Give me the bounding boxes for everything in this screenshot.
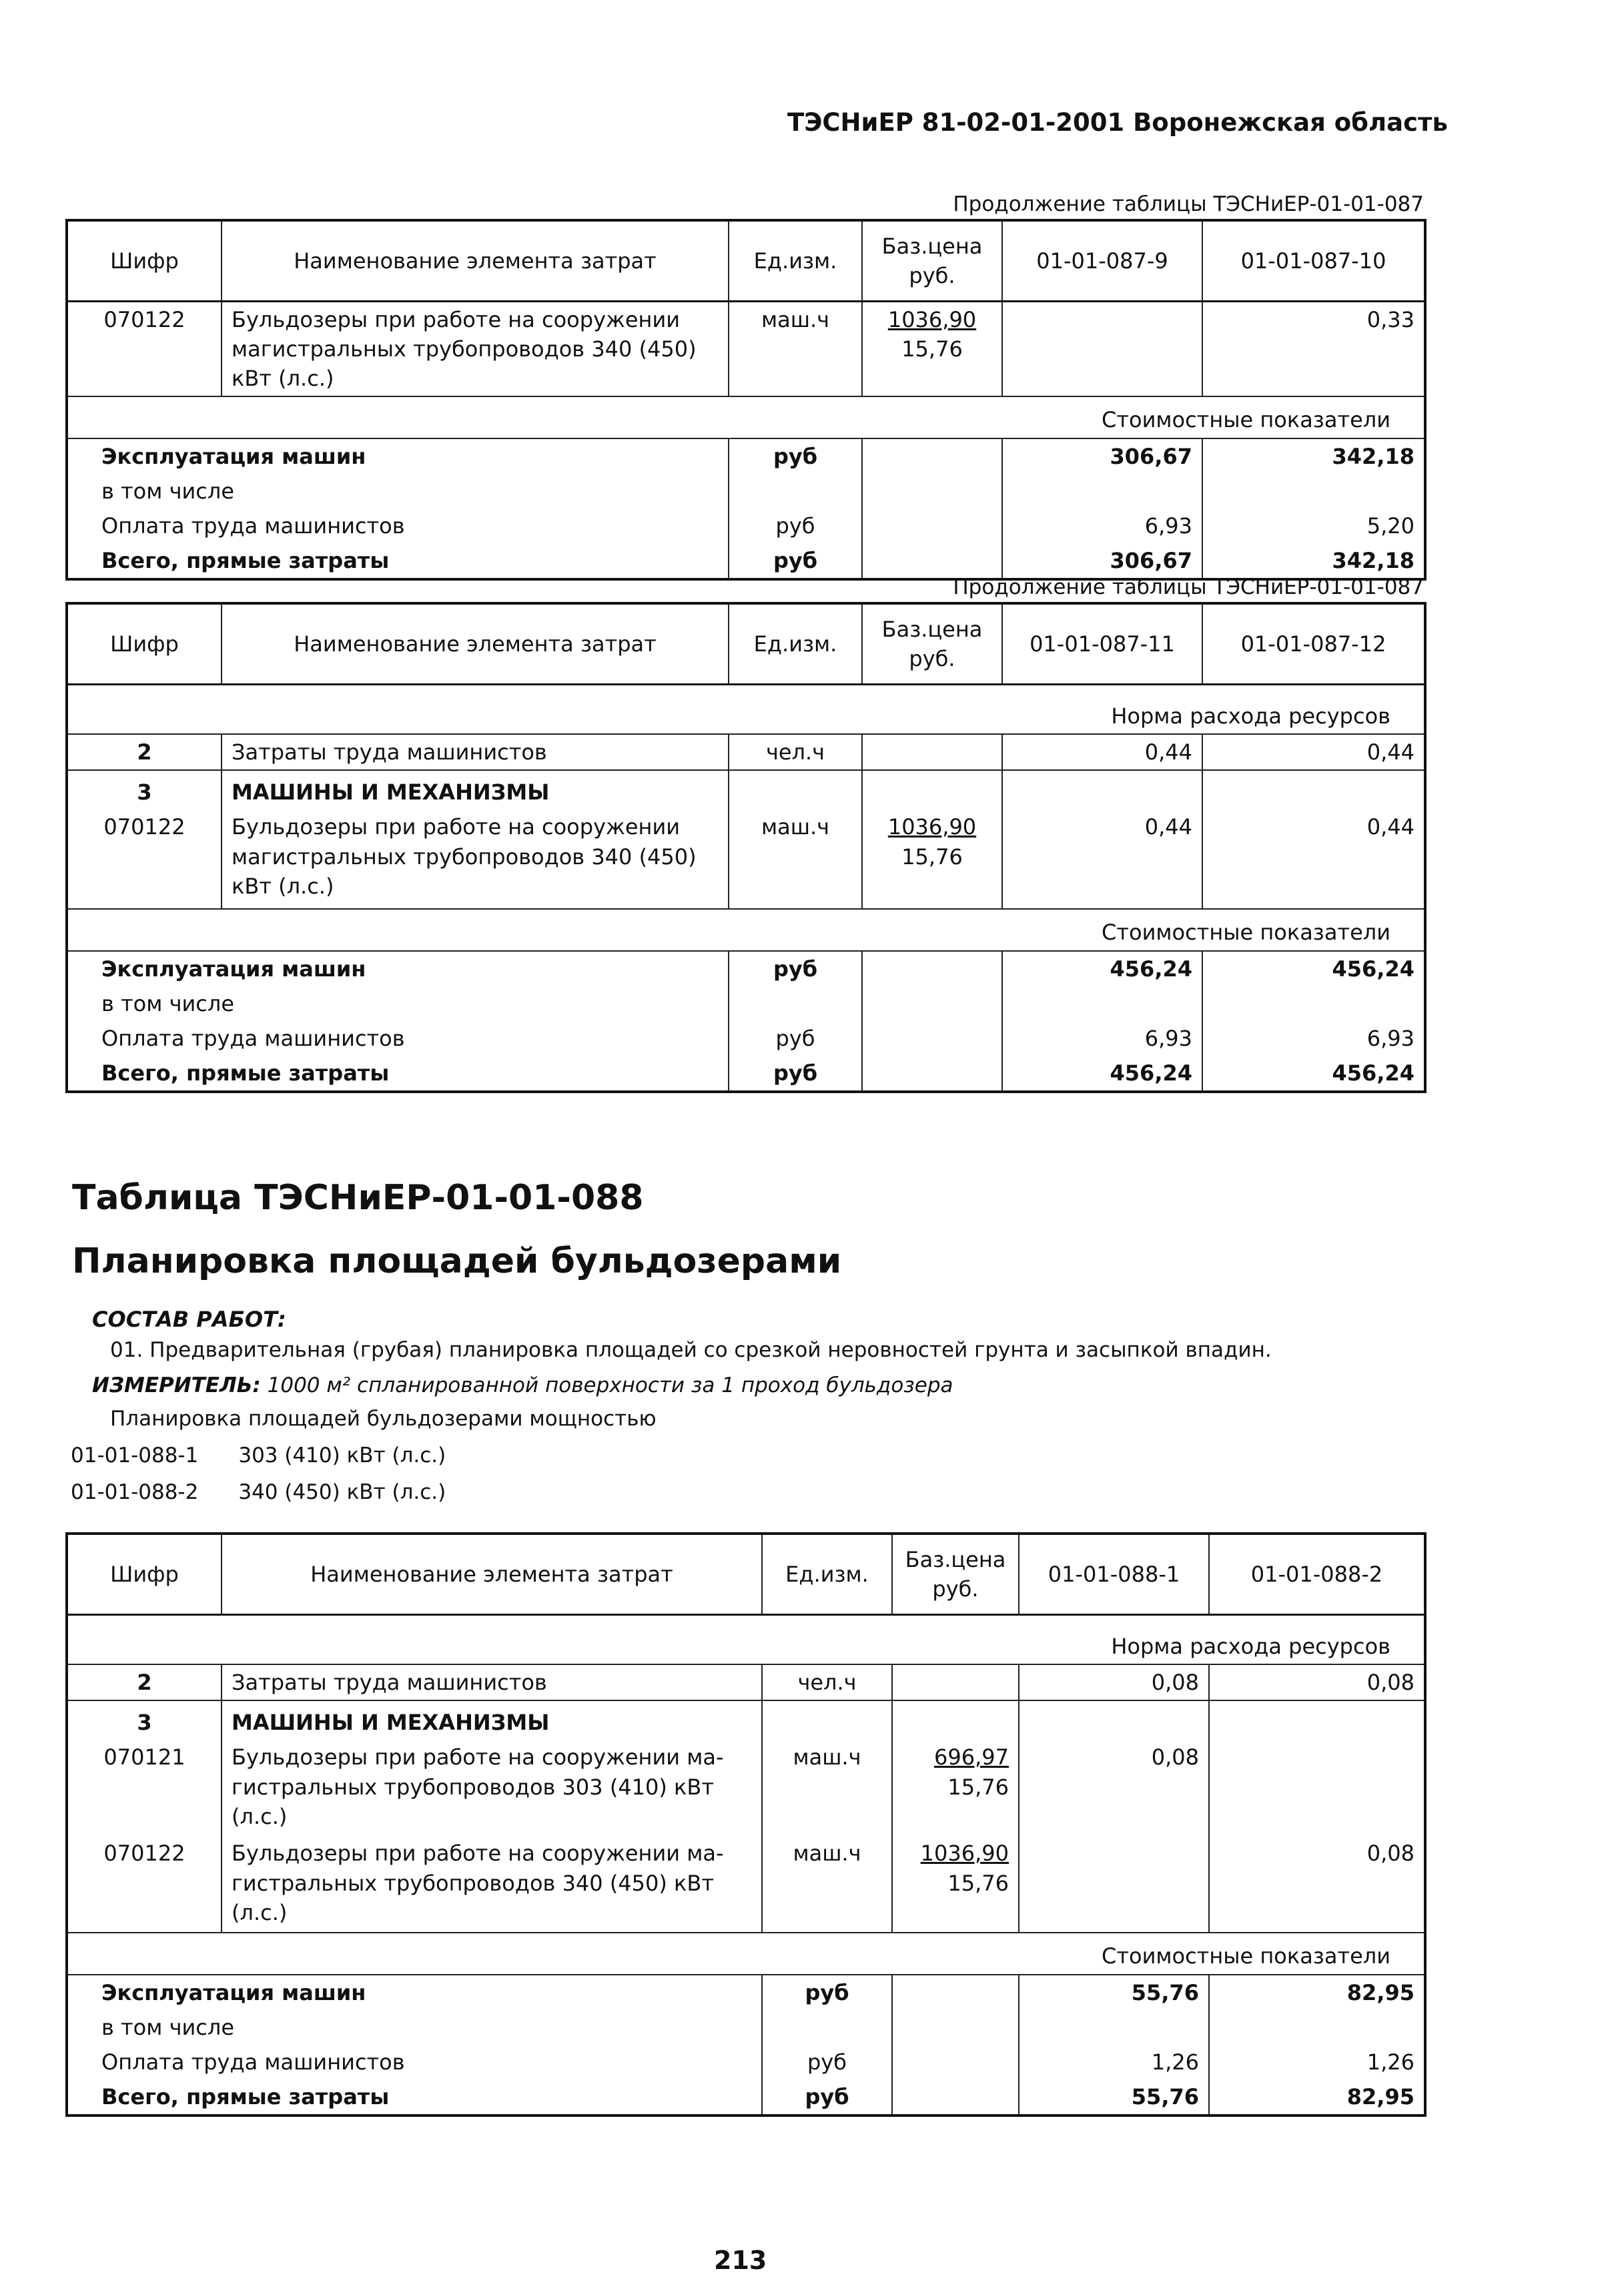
total-value-b: 342,18 xyxy=(1202,543,1425,579)
col-name-header: Наименование элемента затрат xyxy=(222,1534,762,1615)
price-value: 1036,90 xyxy=(920,1841,1009,1867)
table-row xyxy=(67,951,1425,986)
col-b-header: 01-01-088-2 xyxy=(1209,1534,1425,1615)
incl-label: в том числе xyxy=(67,986,729,1021)
price-value: 1036,90 xyxy=(887,307,977,332)
row-value-a: 0,08 xyxy=(1019,1740,1209,1836)
table-row xyxy=(67,770,1425,809)
expl-value-b: 342,18 xyxy=(1202,438,1425,474)
table3-header-row xyxy=(67,1534,1425,1615)
table-subtitle: Планировка площадей бульдозерами xyxy=(72,1241,842,1281)
cost-band-label: Стоимостные показатели xyxy=(67,909,1425,950)
expl-unit: руб xyxy=(729,951,862,986)
price-salary: 15,76 xyxy=(901,844,963,870)
col-a-header: 01-01-087-11 xyxy=(1002,603,1202,685)
table1 xyxy=(65,219,1427,581)
row-number: 2 xyxy=(67,1664,222,1700)
total-value-a: 456,24 xyxy=(1002,1056,1202,1092)
total-value-a: 55,76 xyxy=(1019,2079,1209,2115)
cost-band-label: Стоимостные показатели xyxy=(67,396,1425,438)
expl-value-a: 306,67 xyxy=(1002,438,1202,474)
row-code: 070122 xyxy=(67,302,222,397)
pay-label: Оплата труда машинистов xyxy=(67,2045,762,2079)
incl-label: в том числе xyxy=(67,2010,762,2045)
table-row xyxy=(67,509,1425,543)
col-code-header: Шифр xyxy=(67,603,222,685)
page-number: 213 xyxy=(714,2246,767,2275)
row-unit: чел.ч xyxy=(729,734,862,770)
expl-unit: руб xyxy=(762,1975,892,2010)
table1-header-row xyxy=(67,220,1425,302)
pay-label: Оплата труда машинистов xyxy=(67,509,729,543)
price-salary: 15,76 xyxy=(947,1774,1009,1800)
incl-label: в том числе xyxy=(67,474,729,509)
expl-value-a: 456,24 xyxy=(1002,951,1202,986)
row-price xyxy=(862,809,1002,909)
row-name: Бульдозеры при работе на сооружении магистральных трубопроводов 340 (450) кВт (л.с.) xyxy=(222,302,729,397)
row-price xyxy=(892,1836,1019,1933)
table-row xyxy=(67,474,1425,509)
row-value-b: 0,33 xyxy=(1202,302,1425,397)
col-price-header: Баз.цена руб. xyxy=(892,1534,1019,1615)
row-unit: маш.ч xyxy=(729,302,862,397)
row-value-a: 0,44 xyxy=(1002,734,1202,770)
total-label: Всего, прямые затраты xyxy=(67,1056,729,1092)
table-row xyxy=(67,438,1425,474)
expl-price xyxy=(862,438,1002,474)
row-value-b: 0,44 xyxy=(1202,809,1425,909)
pay-label: Оплата труда машинистов xyxy=(67,1021,729,1056)
col-b-header: 01-01-087-10 xyxy=(1202,220,1425,302)
table-row xyxy=(67,2079,1425,2115)
total-label: Всего, прямые затраты xyxy=(67,2079,762,2115)
table-row xyxy=(67,809,1425,909)
table-row xyxy=(67,1700,1425,1740)
expl-label: Эксплуатация машин xyxy=(67,1975,762,2010)
expl-label: Эксплуатация машин xyxy=(67,951,729,986)
row-name: Бульдозеры при работе на сооружении магистральных трубопроводов 340 (450) кВт (л.с.) xyxy=(222,809,729,909)
pay-value-a: 6,93 xyxy=(1002,1021,1202,1056)
table-row xyxy=(67,1056,1425,1092)
norma-band xyxy=(67,1615,1425,1665)
pay-value-b: 5,20 xyxy=(1202,509,1425,543)
col-unit-header: Ед.изм. xyxy=(762,1534,892,1615)
table-row xyxy=(67,543,1425,579)
price-value: 1036,90 xyxy=(887,814,977,840)
sostav-label: СОСТАВ РАБОТ: xyxy=(92,1307,286,1332)
col-name-header: Наименование элемента затрат xyxy=(222,220,729,302)
row-unit: чел.ч xyxy=(762,1664,892,1700)
col-code-header: Шифр xyxy=(67,1534,222,1615)
row-unit: маш.ч xyxy=(762,1740,892,1836)
table2 xyxy=(65,602,1427,1093)
row-unit: маш.ч xyxy=(729,809,862,909)
row-code: 070121 xyxy=(67,1740,222,1836)
table-row xyxy=(67,2045,1425,2079)
pay-value-a: 6,93 xyxy=(1002,509,1202,543)
price-salary: 15,76 xyxy=(947,1870,1009,1896)
table-row xyxy=(67,1740,1425,1836)
table3 xyxy=(65,1532,1427,2117)
izmer-label: ИЗМЕРИТЕЛЬ: xyxy=(92,1373,261,1397)
row-code: 070122 xyxy=(67,809,222,909)
row-number: 3 xyxy=(67,1700,222,1740)
page-header: ТЭСНиЕР 81-02-01-2001 Воронежская область xyxy=(787,108,1448,137)
norma-band-label: Норма расхода ресурсов xyxy=(67,685,1425,735)
row-name: Затраты труда машинистов xyxy=(222,1664,762,1700)
expl-unit: руб xyxy=(729,438,862,474)
pay-unit: руб xyxy=(729,509,862,543)
col-price-header: Баз.цена руб. xyxy=(862,603,1002,685)
expl-label: Эксплуатация машин xyxy=(67,438,729,474)
norma-band xyxy=(67,685,1425,735)
price-value: 696,97 xyxy=(934,1744,1009,1770)
table-title: Таблица ТЭСНиЕР-01-01-088 xyxy=(72,1178,644,1218)
row-value-b: 0,08 xyxy=(1209,1664,1425,1700)
row-name: Бульдозеры при работе на сооружении ма-гистральных трубопроводов 340 (450) кВт (л.с.) xyxy=(222,1836,762,1933)
col-unit-header: Ед.изм. xyxy=(729,603,862,685)
code-item-code: 01-01-088-1 xyxy=(71,1443,199,1467)
total-label: Всего, прямые затраты xyxy=(67,543,729,579)
total-value-b: 82,95 xyxy=(1209,2079,1425,2115)
row-value-b: 0,44 xyxy=(1202,734,1425,770)
total-unit: руб xyxy=(729,1056,862,1092)
sostav-text: 01. Предварительная (грубая) планировка площадей со срезкой неровностей грунта и засыпкой впадин. xyxy=(110,1338,1272,1362)
col-b-header: 01-01-087-12 xyxy=(1202,603,1425,685)
section-name: МАШИНЫ И МЕХАНИЗМЫ xyxy=(222,770,729,809)
total-value-b: 456,24 xyxy=(1202,1056,1425,1092)
col-a-header: 01-01-087-9 xyxy=(1002,220,1202,302)
total-unit: руб xyxy=(729,543,862,579)
row-price xyxy=(892,1740,1019,1836)
col-price-header: Баз.цена руб. xyxy=(862,220,1002,302)
table-row xyxy=(67,734,1425,770)
col-a-header: 01-01-088-1 xyxy=(1019,1534,1209,1615)
col-name-header: Наименование элемента затрат xyxy=(222,603,729,685)
code-item-code: 01-01-088-2 xyxy=(71,1480,199,1504)
table-row xyxy=(67,1975,1425,2010)
table-row xyxy=(67,302,1425,397)
row-number: 2 xyxy=(67,734,222,770)
row-value-b: 0,08 xyxy=(1209,1836,1425,1933)
norma-band-label: Норма расхода ресурсов xyxy=(67,1615,1425,1665)
section-name: МАШИНЫ И МЕХАНИЗМЫ xyxy=(222,1700,762,1740)
total-unit: руб xyxy=(762,2079,892,2115)
table-row xyxy=(67,1664,1425,1700)
plan-text: Планировка площадей бульдозерами мощностью xyxy=(110,1407,657,1431)
cost-band xyxy=(67,396,1425,438)
cost-band xyxy=(67,1933,1425,1974)
table2-caption: Продолжение таблицы ТЭСНиЕР-01-01-087 xyxy=(953,575,1424,599)
code-item-desc: 303 (410) кВт (л.с.) xyxy=(238,1443,446,1467)
row-code: 070122 xyxy=(67,1836,222,1933)
pay-value-b: 6,93 xyxy=(1202,1021,1425,1056)
row-name: Бульдозеры при работе на сооружении ма-гистральных трубопроводов 303 (410) кВт (л.с.) xyxy=(222,1740,762,1836)
col-code-header: Шифр xyxy=(67,220,222,302)
pay-value-b: 1,26 xyxy=(1209,2045,1425,2079)
row-value-b xyxy=(1209,1740,1425,1836)
pay-unit: руб xyxy=(729,1021,862,1056)
pay-value-a: 1,26 xyxy=(1019,2045,1209,2079)
table1-caption: Продолжение таблицы ТЭСНиЕР-01-01-087 xyxy=(953,192,1424,216)
cost-band-label: Стоимостные показатели xyxy=(67,1933,1425,1974)
cost-band xyxy=(67,909,1425,950)
row-value-a xyxy=(1002,302,1202,397)
total-value-a: 306,67 xyxy=(1002,543,1202,579)
row-value-a: 0,44 xyxy=(1002,809,1202,909)
pay-unit: руб xyxy=(762,2045,892,2079)
row-value-a: 0,08 xyxy=(1019,1664,1209,1700)
table2-header-row xyxy=(67,603,1425,685)
code-item-desc: 340 (450) кВт (л.с.) xyxy=(238,1480,446,1504)
izmer-text: 1000 м² спланированной поверхности за 1 проход бульдозера xyxy=(267,1373,953,1397)
expl-value-b: 82,95 xyxy=(1209,1975,1425,2010)
expl-value-b: 456,24 xyxy=(1202,951,1425,986)
table-row xyxy=(67,1836,1425,1933)
code-item xyxy=(71,1443,446,1467)
code-item xyxy=(71,1480,446,1504)
expl-value-a: 55,76 xyxy=(1019,1975,1209,2010)
table-row xyxy=(67,1021,1425,1056)
row-name: Затраты труда машинистов xyxy=(222,734,729,770)
table-row xyxy=(67,986,1425,1021)
col-unit-header: Ед.изм. xyxy=(729,220,862,302)
table-row xyxy=(67,2010,1425,2045)
price-salary: 15,76 xyxy=(901,336,963,362)
row-number: 3 xyxy=(67,770,222,809)
row-unit: маш.ч xyxy=(762,1836,892,1933)
row-price xyxy=(862,302,1002,397)
row-value-a xyxy=(1019,1836,1209,1933)
izmer-line xyxy=(92,1373,953,1397)
